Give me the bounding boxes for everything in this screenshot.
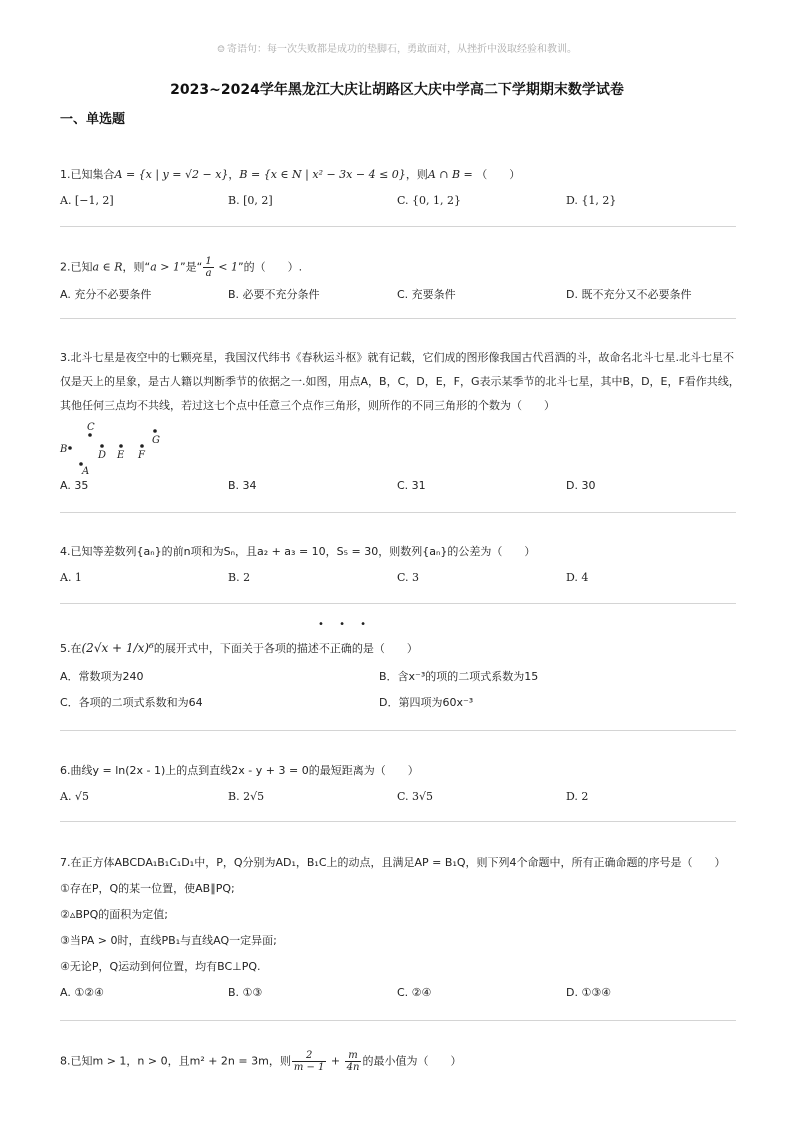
big-dipper-figure (60, 418, 180, 478)
q5-text-a: 5.在 (60, 642, 82, 655)
question-4-stem: 4.已知等差数列{aₙ}的前n项和为Sₙ，且a₂ + a₃ = 10，S₅ = 30，则数列{aₙ}的公差为（ ） (60, 545, 536, 558)
question-3-stem: 3.北斗七星是夜空中的七颗亮星，我国汉代纬书《春秋运斗枢》就有记载，它们成的图形像我国古代舀酒的斗，故命名北斗七星.北斗七星不仅是天上的星象，是古人籍以判断季节的依据之一.如图，用点A，B，C，D，E，F，G表示某季节的北斗七星，其中B，D，E，F看作共线，其他任何三点均不共线，若过这七个点中任意三个点作三角形，则所作的不同三角形的个数为（ ） (60, 351, 740, 412)
smile-icon: ☺ (216, 45, 226, 55)
q2-text-b: ，则“ (122, 260, 151, 274)
question-5 (60, 640, 740, 713)
option-d[interactable]: D. 30 (566, 479, 596, 492)
point-f-dot (140, 444, 144, 448)
question-6-stem: 6.曲线y = ln(2x - 1)上的点到直线2x - y + 3 = 0的最短距离为（ ） (60, 764, 419, 777)
q1-set-b: B = {x ∈ N | x² − 3x − 4 ≤ 0} (239, 168, 406, 181)
q8-plus: + (327, 1054, 344, 1068)
divider (60, 730, 736, 731)
option-b[interactable]: B. 2 (228, 571, 251, 584)
point-label-d: D (98, 450, 107, 461)
point-label-e: E (117, 450, 125, 461)
option-d[interactable]: D. 既不充分又不必要条件 (566, 288, 692, 301)
option-c[interactable]: C. 3 (397, 571, 420, 584)
fraction-denominator: a (205, 268, 212, 279)
question-1 (60, 167, 740, 211)
exam-title: 2023~2024学年黑龙江大庆让胡路区大庆中学高二下学期期末数学试卷 (170, 82, 624, 98)
statement-1: ①存在P，Q的某一位置，使AB∥PQ; (60, 882, 235, 895)
option-a[interactable]: A. 35 (60, 479, 89, 492)
option-c[interactable]: C. 31 (397, 479, 426, 492)
q5-binomial-expr: (2√x + 1/x)⁶ (81, 641, 154, 655)
statement-4: ④无论P，Q运动到何位置，均有BC⊥PQ. (60, 960, 261, 973)
section-heading: 一、单选题 (60, 112, 126, 127)
question-1-options (60, 193, 740, 211)
option-b[interactable]: B. [0, 2] (228, 194, 273, 207)
emphasis-dots: • • • (318, 619, 373, 630)
option-a[interactable]: A. 充分不必要条件 (60, 288, 152, 301)
q2-text-a: 2.已知 (60, 260, 93, 274)
option-b[interactable]: B. 34 (228, 479, 257, 492)
divider (60, 821, 736, 822)
question-1-stem (60, 167, 740, 183)
q1-text-mid: ， (228, 168, 240, 181)
q2-cond-a: a ∈ R (92, 260, 123, 274)
question-5-stem (60, 640, 740, 657)
question-6 (60, 763, 740, 807)
option-a[interactable]: A. 1 (60, 571, 82, 584)
option-b[interactable]: B. 必要不充分条件 (228, 288, 320, 301)
fraction-numerator: 2 (292, 1050, 327, 1062)
q1-set-a: A = {x | y = √2 − x} (114, 168, 229, 181)
fraction-denominator: m − 1 (293, 1062, 325, 1073)
point-b-dot (68, 446, 72, 450)
q8-text-a: 8.已知m > 1，n > 0，且m² + 2n = 3m，则 (60, 1054, 291, 1068)
option-b[interactable]: B. 2√5 (228, 790, 265, 803)
big-dipper-diagram (60, 418, 180, 478)
question-3-options-wrap (60, 478, 740, 496)
point-g-dot (153, 429, 157, 433)
point-label-b: B (60, 444, 68, 455)
q5-text-b: 的展开式中，下面关于各项的描述不正确的是（ ） (153, 642, 418, 655)
question-5-options-row1 (60, 669, 740, 687)
question-3 (60, 346, 740, 418)
point-label-g: G (152, 435, 160, 446)
question-3-options (60, 478, 740, 496)
option-a[interactable]: A. [−1, 2] (60, 194, 114, 207)
option-a[interactable]: A. √5 (60, 790, 89, 803)
statement-2: ②▵BPQ的面积为定值; (60, 908, 168, 921)
option-c[interactable]: C．各项的二项式系数和为64 (60, 696, 203, 709)
option-c[interactable]: C. 充要条件 (397, 288, 456, 301)
option-c[interactable]: C. 3√5 (397, 790, 434, 803)
point-d-dot (100, 444, 104, 448)
question-2-options (60, 287, 740, 305)
option-c[interactable]: C. ②④ (397, 986, 432, 999)
question-8-stem (60, 1050, 740, 1073)
question-5-options-row2 (60, 695, 740, 713)
option-d[interactable]: D. 2 (566, 790, 589, 803)
option-c[interactable]: C. {0, 1, 2} (397, 194, 461, 207)
point-label-a: A (82, 466, 90, 477)
statement-3: ③当PA > 0时，直线PB₁与直线AQ一定异面; (60, 934, 277, 947)
divider (60, 1020, 736, 1021)
q2-cond-c: < 1 (214, 260, 238, 274)
motto-text: 寄语句：每一次失败都是成功的垫脚石，勇敢面对，从挫折中汲取经验和教训。 (227, 44, 578, 55)
divider (60, 603, 736, 604)
question-8 (60, 1050, 740, 1073)
fraction-numerator: 1 (205, 256, 212, 267)
q2-cond-b: a > 1 (150, 260, 180, 274)
q1-text-c: = （ ） (460, 168, 521, 181)
question-7-stem: 7.在正方体ABCDA₁B₁C₁D₁中，P，Q分别为AD₁，B₁C上的动点，且满足AP = B₁Q，则下列4个命题中，所有正确命题的序号是（ ） (60, 856, 726, 869)
fraction-numerator: m (345, 1050, 362, 1062)
question-6-options (60, 789, 740, 807)
q8-fraction-1 (292, 1050, 327, 1073)
q1-expr: A ∩ B (427, 168, 461, 181)
option-d[interactable]: D. {1, 2} (566, 194, 617, 207)
option-d[interactable]: D. 4 (566, 571, 589, 584)
question-2-stem (60, 256, 740, 279)
question-2 (60, 256, 740, 305)
point-label-f: F (138, 450, 145, 461)
q8-text-b: 的最小值为（ ） (362, 1054, 462, 1068)
divider (60, 226, 736, 227)
question-4 (60, 544, 740, 588)
fraction-denominator: 4n (346, 1062, 360, 1073)
option-a[interactable]: A. ①②④ (60, 986, 104, 999)
q8-fraction-2 (345, 1050, 362, 1073)
divider (60, 512, 736, 513)
question-7-options (60, 985, 740, 1003)
point-e-dot (119, 444, 123, 448)
q1-text-b: ，则 (405, 168, 428, 181)
q2-text-d: ”的（ ）. (237, 260, 303, 274)
question-4-options (60, 570, 740, 588)
option-d[interactable]: D．第四项为60x⁻³ (379, 696, 474, 709)
motto-line (0, 40, 794, 55)
option-d[interactable]: D. ①③④ (566, 986, 612, 999)
point-label-c: C (87, 422, 95, 433)
q2-text-c: ”是“ (179, 260, 203, 274)
option-b[interactable]: B．含x⁻³的项的二项式系数为15 (379, 670, 539, 683)
q2-fraction (203, 256, 213, 279)
q1-text-a: 1.已知集合 (60, 168, 115, 181)
divider (60, 318, 736, 319)
option-b[interactable]: B. ①③ (228, 986, 263, 999)
option-a[interactable]: A．常数项为240 (60, 670, 144, 683)
point-c-dot (88, 433, 92, 437)
question-7 (60, 855, 740, 1003)
